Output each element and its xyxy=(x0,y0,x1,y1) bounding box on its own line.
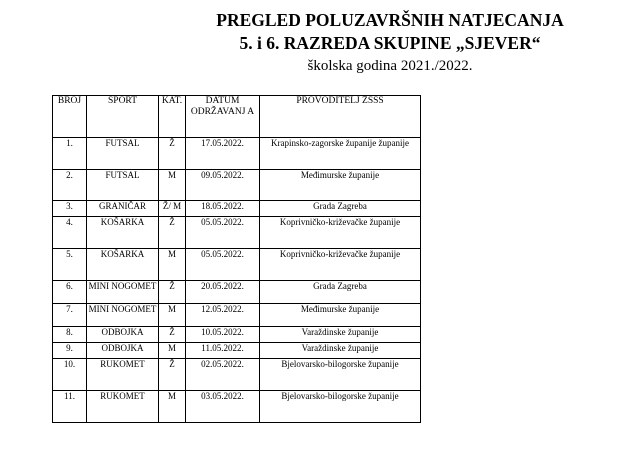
cell-datum: 18.05.2022. xyxy=(186,201,260,217)
cell-kat: Ž xyxy=(159,359,186,391)
cell-provoditelj: Bjelovarsko-bilogorske županije xyxy=(260,391,421,423)
cell-broj: 10. xyxy=(53,359,87,391)
cell-kat: Ž xyxy=(159,138,186,170)
table-row xyxy=(53,281,421,304)
cell-broj: 8. xyxy=(53,327,87,343)
cell-datum: 05.05.2022. xyxy=(186,249,260,281)
document-subtitle: 5. i 6. RAZREDA SKUPINE „SJEVER“ xyxy=(239,33,541,53)
cell-sport: FUTSAL xyxy=(87,138,159,170)
table-row xyxy=(53,217,421,249)
cell-kat: Ž xyxy=(159,281,186,304)
cell-datum: 02.05.2022. xyxy=(186,359,260,391)
cell-sport: RUKOMET xyxy=(87,391,159,423)
cell-datum: 05.05.2022. xyxy=(186,217,260,249)
cell-provoditelj: Međimurske županije xyxy=(260,170,421,201)
cell-sport: KOŠARKA xyxy=(87,249,159,281)
cell-kat: Ž xyxy=(159,327,186,343)
cell-provoditelj: Varaždinske županije xyxy=(260,343,421,359)
cell-sport: ODBOJKA xyxy=(87,327,159,343)
cell-kat: Ž/ M xyxy=(159,201,186,217)
cell-datum: 11.05.2022. xyxy=(186,343,260,359)
column-header-kat: KAT. xyxy=(159,96,186,138)
cell-broj: 1. xyxy=(53,138,87,170)
cell-broj: 6. xyxy=(53,281,87,304)
table-row xyxy=(53,249,421,281)
cell-kat: M xyxy=(159,343,186,359)
cell-sport: MINI NOGOMET xyxy=(87,304,159,327)
cell-sport: MINI NOGOMET xyxy=(87,281,159,304)
cell-datum: 20.05.2022. xyxy=(186,281,260,304)
table-row xyxy=(53,201,421,217)
column-header-provoditelj: PROVODITELJ ŽŠŠS xyxy=(260,96,421,138)
cell-datum: 17.05.2022. xyxy=(186,138,260,170)
cell-provoditelj: Bjelovarsko-bilogorske županije xyxy=(260,359,421,391)
cell-kat: M xyxy=(159,249,186,281)
cell-datum: 10.05.2022. xyxy=(186,327,260,343)
table-row xyxy=(53,391,421,423)
cell-provoditelj: Grada Zagreba xyxy=(260,281,421,304)
cell-datum: 09.05.2022. xyxy=(186,170,260,201)
cell-kat: M xyxy=(159,391,186,423)
cell-broj: 2. xyxy=(53,170,87,201)
table-row xyxy=(53,327,421,343)
cell-sport: FUTSAL xyxy=(87,170,159,201)
cell-broj: 4. xyxy=(53,217,87,249)
cell-broj: 11. xyxy=(53,391,87,423)
cell-provoditelj: Varaždinske županije xyxy=(260,327,421,343)
cell-datum: 12.05.2022. xyxy=(186,304,260,327)
column-header-datum: DATUM ODRŽAVANJ A xyxy=(186,96,260,138)
table-row xyxy=(53,170,421,201)
column-header-broj: BROJ xyxy=(53,96,87,138)
table-row xyxy=(53,138,421,170)
cell-broj: 7. xyxy=(53,304,87,327)
cell-kat: M xyxy=(159,170,186,201)
cell-provoditelj: Međimurske županije xyxy=(260,304,421,327)
document-title: PREGLED POLUZAVRŠNIH NATJECANJA xyxy=(216,10,564,30)
school-year: školska godina 2021./2022. xyxy=(307,58,473,74)
cell-provoditelj: Krapinsko-zagorske županije županije xyxy=(260,138,421,170)
cell-sport: GRANIČAR xyxy=(87,201,159,217)
table-header-row xyxy=(53,96,421,138)
column-header-sport: SPORT xyxy=(87,96,159,138)
cell-broj: 5. xyxy=(53,249,87,281)
cell-provoditelj: Koprivničko-križevačke županije xyxy=(260,249,421,281)
cell-kat: Ž xyxy=(159,217,186,249)
competition-table xyxy=(52,95,421,423)
cell-sport: RUKOMET xyxy=(87,359,159,391)
table-row xyxy=(53,304,421,327)
table-row xyxy=(53,343,421,359)
cell-broj: 3. xyxy=(53,201,87,217)
cell-broj: 9. xyxy=(53,343,87,359)
cell-provoditelj: Koprivničko-križevačke županije xyxy=(260,217,421,249)
table-row xyxy=(53,359,421,391)
cell-kat: M xyxy=(159,304,186,327)
cell-sport: ODBOJKA xyxy=(87,343,159,359)
cell-provoditelj: Grada Zagreba xyxy=(260,201,421,217)
cell-sport: KOŠARKA xyxy=(87,217,159,249)
cell-datum: 03.05.2022. xyxy=(186,391,260,423)
